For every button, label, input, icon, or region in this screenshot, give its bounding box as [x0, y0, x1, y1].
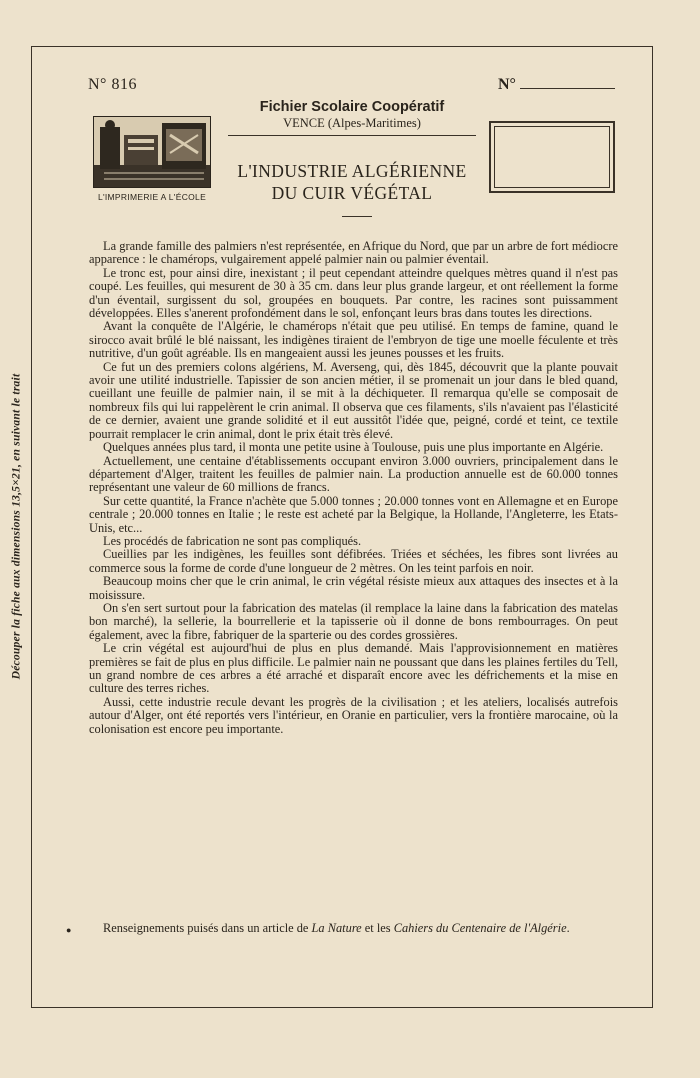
publisher-name: Fichier Scolaire Coopératif — [259, 99, 445, 115]
title-line-1: L'INDUSTRIE ALGÉRIENNE — [237, 161, 467, 181]
paragraph: La grande famille des palmiers n'est représentée, en Afrique du Nord, que par un arbre de fort médiocre apparence : le chamérops, vulgairement appelé palmier nain ou palmier éventail. — [89, 239, 618, 267]
cut-instruction — [3, 316, 29, 736]
sources-note — [89, 921, 618, 935]
paragraph: Sur cette quantité, la France n'achète que 5.000 tonnes ; 20.000 tonnes vont en Allemagne et en Europe centrale ; 20.000 tonnes en Italie ; le reste est acheté par la Belgique, la Hollande, l'Angleterre, les Etats-Unis, etc... — [89, 493, 618, 535]
paragraph: Le tronc est, pour ainsi dire, inexistant ; il peut cependant atteindre quelques mètres quand il n'est pas coupé. Les feuilles, qui mesurent de 30 à 35 cm. dans leur plus grande largeur, et ont réellement la forme d'un éventail, surgissent du sol, groupées en bouquets. Par contre, les racines sont puissamment développées. Elles s'anerent profondément dans le sol, enfonçant leurs bras dans toutes les directions. — [89, 265, 618, 321]
paragraph: Aussi, cette industrie recule devant les progrès de la civilisation ; et les ateliers, localisés autrefois autour d'Alger, ont été reportés vers l'intérieur, en Oranie en particulier, vers la frontière marocaine, où la colonisation est encore peu importante. — [89, 694, 618, 736]
sources-prefix: Renseignements puisés dans un article de — [103, 921, 312, 935]
source-cahiers: Cahiers du Centenaire de l'Algérie — [393, 921, 567, 935]
source-la-nature: La Nature — [311, 921, 362, 935]
paragraph: Avant la conquête de l'Algérie, le chamérops n'était que peu utilisé. En temps de famine, quand le sirocco avait brûlé le blé naissant, les indigènes tiraient de l'embryon de tige une moelle féculente et très nutritive, d'un goût agréable. Ils en mangeaient aussi les jeunes pousses et les fruits. — [89, 319, 618, 361]
paragraph: Les procédés de fabrication ne sont pas compliqués. — [103, 533, 362, 548]
paragraph: Le crin végétal est aujourd'hui de plus en plus demandé. Mais l'approvisionnement en matières premières se fait de plus en plus difficile. Le palmier nain ne poussant que dans les plaines fertiles du Tell, un grand nombre de ces arbres a été arraché et disparaît encore avec les défrichements et la mise en culture des terres riches. — [89, 641, 618, 696]
paragraph: Ce fut un des premiers colons algériens, M. Averseng, qui, dès 1845, découvrit que la plante pouvait avoir une utilité industrielle. Tapissier de son ancien métier, il se promenait un jour dans le bled quand, cueillant une feuille de palmier nain, il se mit à la déchiqueter. Il remarqua qu'elle se composait de nombreux fils qui lui rappelèrent le crin animal. Il observa que ces filaments, s'ils n'avaient pas l'élasticité de ce dernier, avaient une grande solidité et il eut aussitôt l'idée que, peigné, cordé et teint, ce textile pourrait remplacer le crin animal, dont le prix était très élevé. — [89, 359, 618, 441]
publisher-location: VENCE (Alpes-Maritimes) — [283, 116, 421, 130]
classification-box — [489, 121, 615, 193]
printing-press-logo — [93, 116, 211, 188]
header-rule — [228, 135, 476, 136]
sources-suffix: . — [566, 921, 570, 935]
paragraph: Beaucoup moins cher que le crin animal, le crin végétal résiste mieux aux attaques des insectes et à la moisissure. — [89, 574, 618, 602]
article-body — [89, 240, 618, 736]
bullet-dot: ● — [66, 925, 72, 935]
card-number-blank: N° — [498, 76, 516, 93]
document-title — [226, 160, 478, 204]
paragraph: Actuellement, une centaine d'établissements occupant environ 3.000 ouvriers, principalement dans le département d'Alger, traitent les feuilles de palmier nain. La production annuelle est de 60.000 tonnes représentant une valeur de 60 millions de francs. — [89, 453, 618, 495]
paragraph: On s'en sert surtout pour la fabrication des matelas (il remplace la laine dans la fabrication des matelas bon marché), la sellerie, la bourrellerie et la tapisserie où il donne de bons rembourrages. On peut également, avec la fibre, fabriquer de la sparterie ou des cordes grossières. — [89, 600, 618, 642]
title-underline — [342, 216, 372, 217]
paragraph: Cueillies par les indigènes, les feuilles sont défibrées. Triées et séchées, les fibres sont livrées au commerce sous la forme de corde d'une longueur de 2 mètres. On les teint parfois en noir. — [89, 547, 618, 575]
paragraph: Quelques années plus tard, il monta une petite usine à Toulouse, puis une plus importante en Algérie. — [103, 440, 604, 455]
printing-press-illustration — [94, 117, 211, 188]
card-number-blank-line — [520, 88, 615, 89]
sources-middle: et les — [361, 921, 394, 935]
cut-instruction-text: Découper la fiche aux dimensions 13,5×21, en suivant le trait — [9, 373, 23, 679]
title-line-2: DU CUIR VÉGÉTAL — [271, 183, 433, 203]
logo-caption: L'IMPRIMERIE A L'ÉCOLE — [97, 192, 207, 202]
card-number: N° 816 — [88, 76, 137, 93]
